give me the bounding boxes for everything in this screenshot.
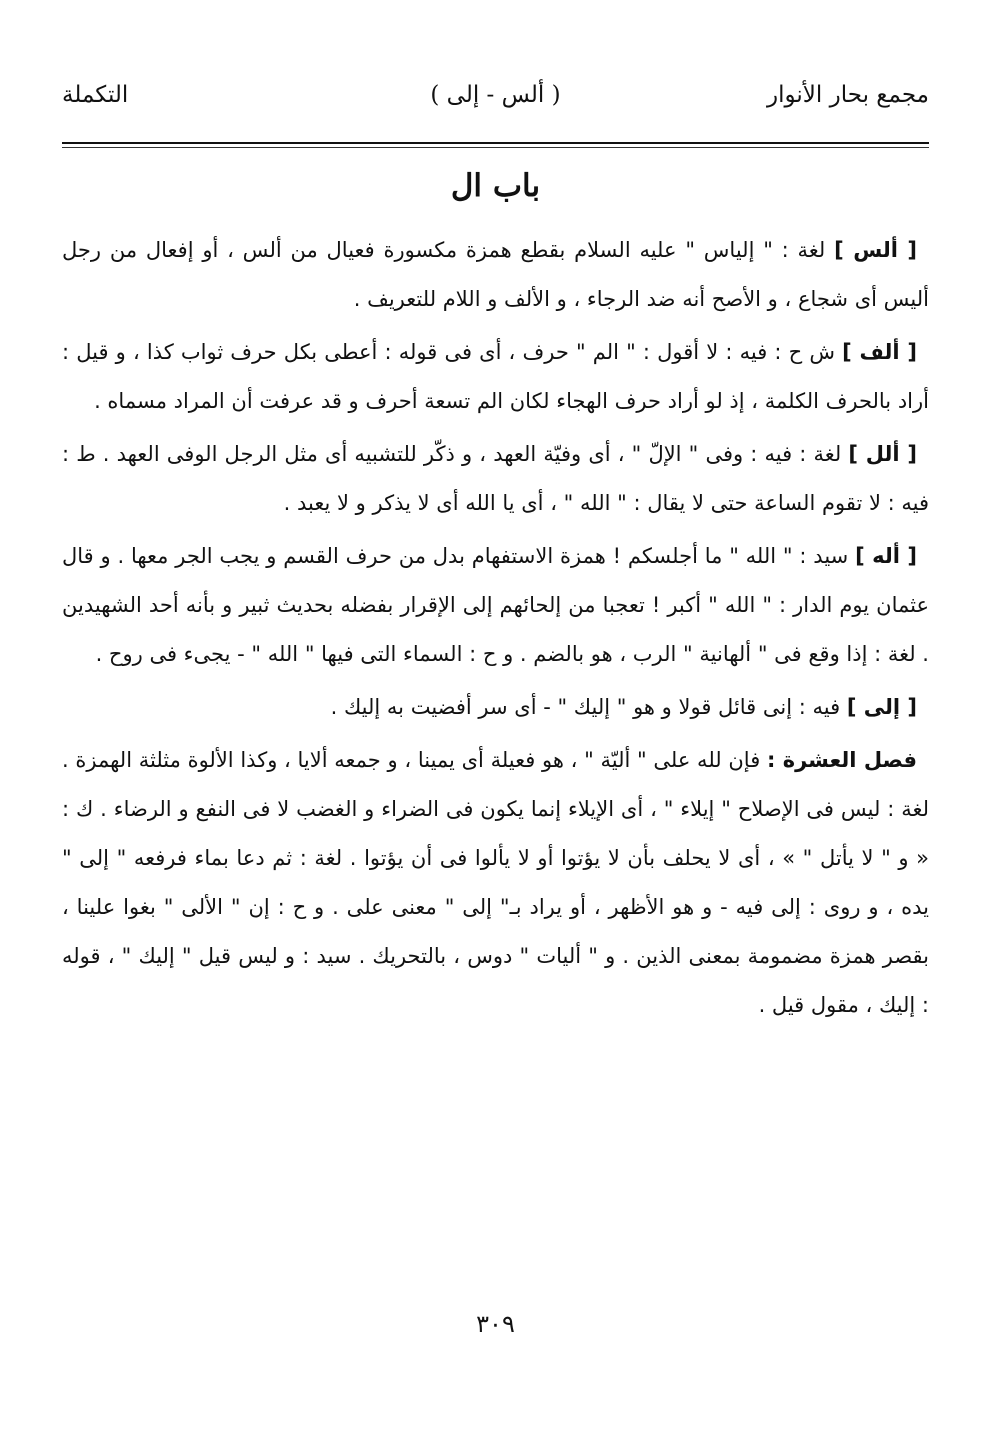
entry-headword: [ ألل ]	[848, 442, 917, 466]
chapter-title: باب ال	[450, 168, 541, 204]
header-entry-range: ( ألس - إلى )	[430, 82, 561, 108]
entry-alf	[62, 328, 929, 426]
entry-als	[62, 226, 929, 324]
entry-headword: [ أله ]	[855, 544, 917, 568]
entry-fasl-ashara	[62, 736, 929, 1030]
header-divider-thin	[62, 147, 929, 148]
entry-headword: [ إلى ]	[846, 695, 917, 719]
entry-headword: [ ألف ]	[842, 340, 917, 364]
entry-ila	[62, 683, 929, 732]
running-header	[62, 74, 929, 124]
entry-text: ش ح : فيه : لا أقول : " الم " حرف ، أى فى قوله : أعطى بكل حرف ثواب كذا ، و قيل : أراد بالحرف الكلمة ، إذ لو أراد حرف الهجاء لكان الم تسعة أحرف و قد عرفت أن المراد مسماه .	[62, 340, 929, 413]
entry-alh	[62, 532, 929, 679]
entry-headword: فصل العشرة :	[766, 748, 918, 772]
entry-headword: [ ألس ]	[834, 238, 917, 262]
entry-all	[62, 430, 929, 528]
header-section-name: التكملة	[62, 82, 129, 108]
entry-text: لغة : " إلياس " عليه السلام بقطع همزة مكسورة فعيال من ألس ، أو إفعال من رجل أليس أى شجاع ، و الأصح أنه ضد الرجاء ، و الألف و اللام للتعريف .	[62, 238, 929, 311]
dictionary-body	[62, 226, 929, 1034]
page-number: ٣٠٩	[476, 1310, 515, 1338]
entry-text: سيد : " الله " ما أجلسكم ! همزة الاستفهام بدل من حرف القسم و يجب الجر معها . و قال عثمان يوم الدار : " الله " أكبر ! تعجبا من إلحائهم إلى الإقرار بفضله بحديث ثبير و بأنه أحد الشهيدين . لغة : إذا وقع فى " ألهانية " الرب ، هو بالضم . و ح : السماء التى فيها " الله " - يجىء فى روح .	[62, 544, 929, 666]
header-book-title: مجمع بحار الأنوار	[767, 82, 929, 108]
header-divider-thick	[62, 142, 929, 144]
entry-text: لغة : فيه : وفى " الإلّ " ، أى وفيّة العهد ، و ذكّر للتشبيه أى مثل الرجل الوفى العهد . ط : فيه : لا تقوم الساعة حتى لا يقال : " الله " ، أى يا الله أى لا يذكر و لا يعبد .	[62, 442, 929, 515]
entry-text: فإن لله على " أليّة " ، هو فعيلة أى يمينا ، و جمعه ألايا ، وكذا الألوة مثلثة الهمزة . لغة : ليس فى الإصلاح " إيلاء " ، أى الإيلاء إنما يكون فى الضراء و الغضب لا فى النفع و الرضاء . ك : « و " لا يأتل " » ، أى لا يحلف بأن لا يؤتوا أو لا يألوا فى أن يؤتوا . لغة : ثم دعا بماء فرفعه " إلى " يده ، و روى : إلى فيه - و هو الأظهر ، أو يراد بـ" إلى " معنى على . و ح : إن " الألى " بغوا علينا ، بقصر همزة مضمومة بمعنى الذين . و " أليات " دوس ، بالتحريك . سيد : و ليس قيل " إليك " ، قوله : إليك ، مقول قيل .	[62, 748, 929, 1017]
entry-text: فيه : إنى قائل قولا و هو " إليك " - أى سر أفضيت به إليك .	[330, 695, 841, 719]
